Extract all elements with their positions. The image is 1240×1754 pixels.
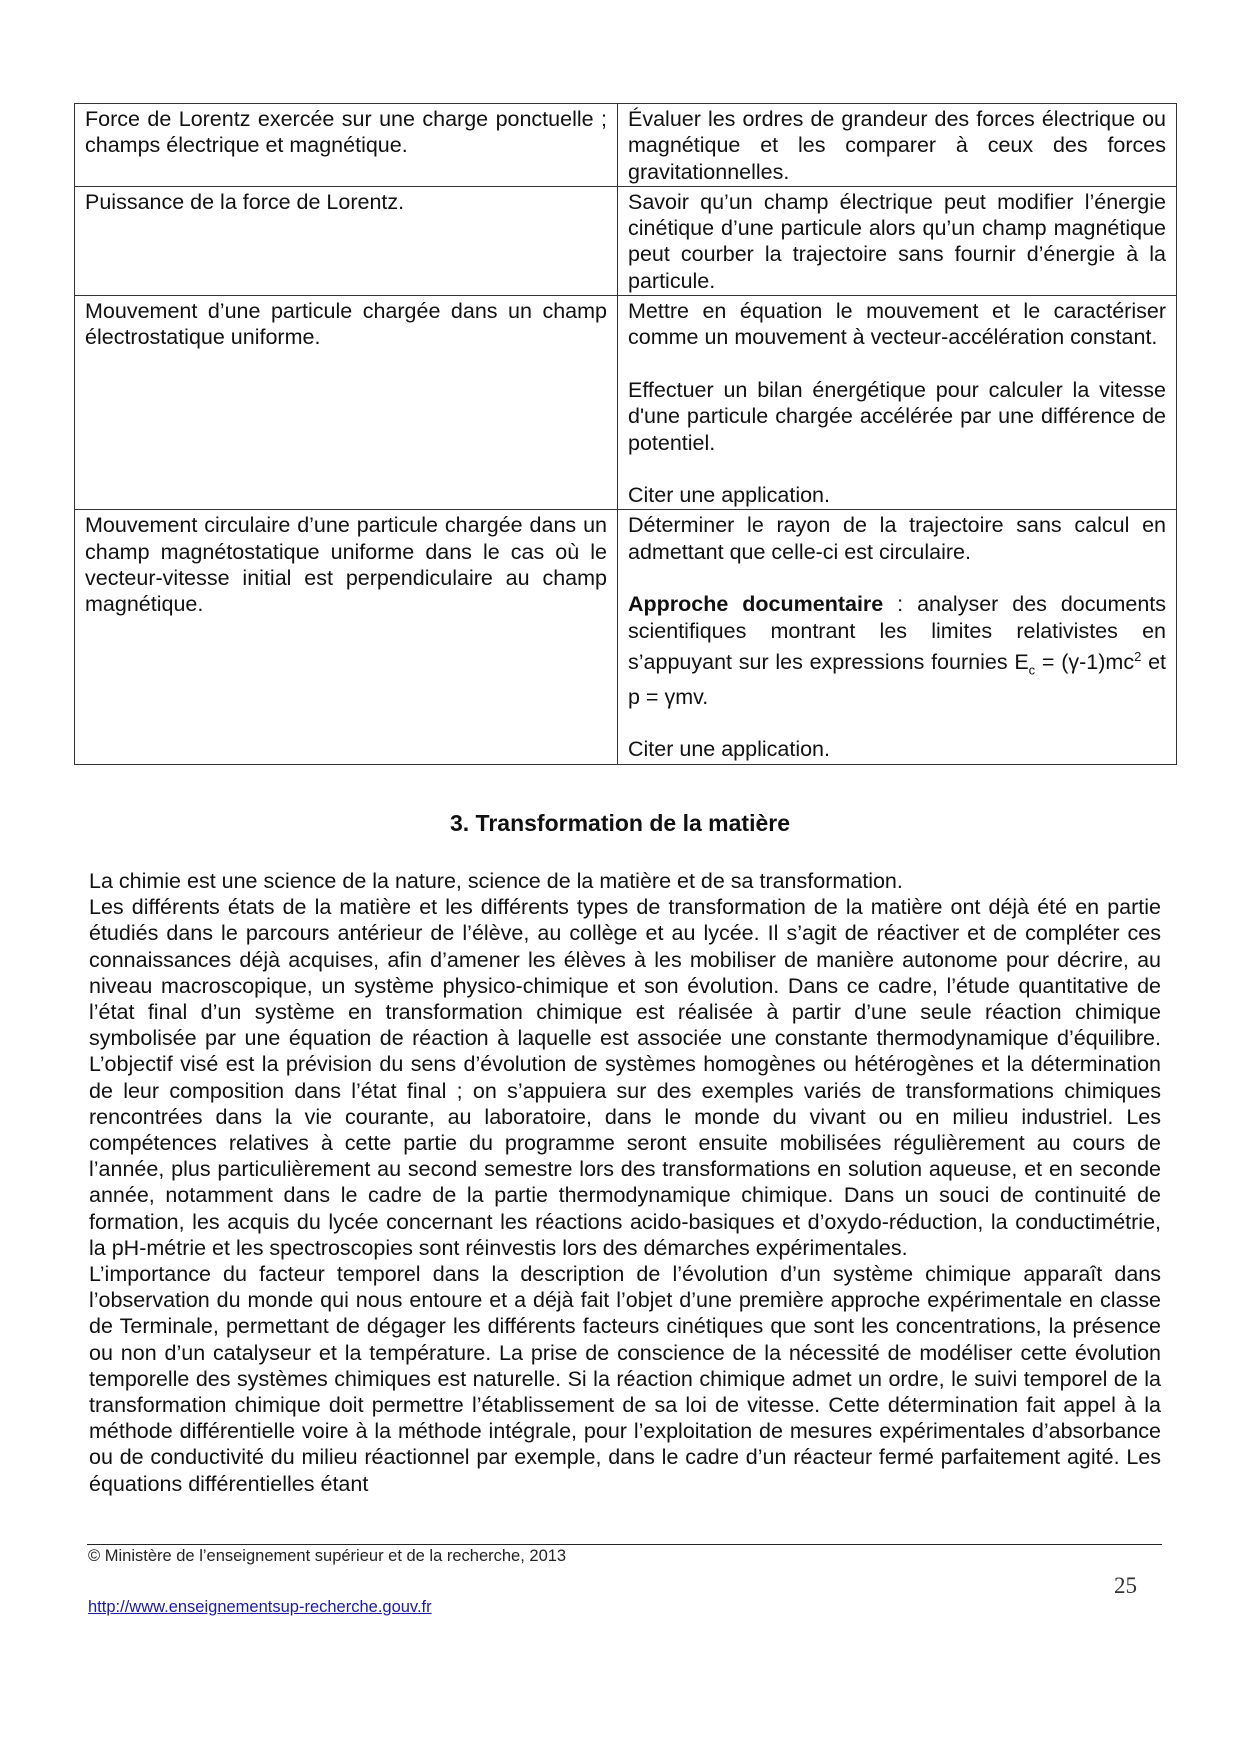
approche-label: Approche documentaire (628, 592, 884, 617)
footer-divider (87, 1544, 1162, 1545)
section-title: 3. Transformation de la matière (449, 810, 790, 836)
approche-body: : analyser des documents scientifiques montrant les limites relativistes en s’appuyant sur les expressions fournies E (628, 592, 1167, 675)
page-number: 25 (1114, 1573, 1137, 1598)
capacite-text: Mettre en équation le mouvement et le caractériser comme un mouvement à vecteur-accélération constant. (628, 299, 1166, 350)
notions-cell (75, 186, 618, 295)
capacite-text: Déterminer le rayon de la trajectoire sans calcul en admettant que celle-ci est circulaire. (628, 513, 1166, 564)
formula-middle: = (γ-1)mc (1035, 650, 1135, 675)
notion-text: Puissance de la force de Lorentz. (85, 189, 405, 214)
paragraph: L’importance du facteur temporel dans la description de l’évolution d’un système chimique apparaît dans l’observation du monde qui nous entoure et a déjà fait l’objet d’une première approche expérimentale en classe de Terminale, permettant de dégager les différents facteurs cinétiques que sont les concentrations, la présence ou non d’un catalyseur et la température. La prise de conscience de la nécessité de modéliser cette évolution temporelle des systèmes chimiques est naturelle. Si la réaction chimique admet un ordre, le suivi temporel de la transformation chimique doit permettre l’établissement de sa loi de vitesse. Cette détermination fait appel à la méthode différentielle voire à la méthode intégrale, pour l’exploitation de mesures expérimentales d’absorbance ou de conductivité du milieu réactionnel par exemple, dans le cadre d’un réacteur fermé parfaitement agité. Les équations différentielles étant (89, 1262, 1161, 1496)
paragraph: Les différents états de la matière et les différents types de transformation de la matière ont déjà été en partie étudiés dans le parcours antérieur de l’élève, au collège et au lycée. Il s’agit de réactiver et de compléter ces connaissances déjà acquises, afin d’amener les élèves à les mobiliser de manière autonome pour décrire, au niveau macroscopique, un système physico-chimique et son évolution. Dans ce cadre, l’étude quantitative de l’état final d’un système en transformation chimique est réalisée à partir d’une seule réaction chimique symbolisée par une équation de réaction à laquelle est associée une constante thermodynamique d’équilibre. L’objectif visé est la prévision du sens d’évolution de systèmes homogènes ou hétérogènes et la détermination de leur composition dans l’état final ; on s’appuiera sur des exemples variés de transformations chimiques rencontrées dans la vie courante, au laboratoire, dans le monde du vivant ou en milieu industriel. Les compétences relatives à cette partie du programme seront ensuite mobilisées régulièrement au cours de l’année, plus particulièrement au second semestre lors des transformations en solution aqueuse, et en seconde année, notamment dans le cadre de la partie thermodynamique chimique. Dans un souci de continuité de formation, les acquis du lycée concernant les réactions acido-basiques et d’oxydo-réduction, la conductimétrie, la pH-métrie et les spectroscopies sont réinvestis lors des démarches expérimentales. (89, 895, 1161, 1260)
notions-cell (75, 296, 618, 510)
capacite-text: Effectuer un bilan énergétique pour calculer la vitesse d'une particule chargée accélérée par une différence de potentiel. (628, 377, 1166, 455)
copyright-notice: © Ministère de l’enseignement supérieur et de la recherche, 2013 (88, 1547, 567, 1565)
formula-subscript: c (1028, 662, 1036, 678)
capacite-text: Citer une application. (628, 737, 830, 762)
table-row (75, 186, 1177, 295)
paragraph: La chimie est une science de la nature, science de la matière et de sa transformation. (89, 869, 903, 893)
capacites-cell (618, 510, 1177, 764)
capacites-cell (618, 104, 1177, 187)
program-table (74, 103, 1177, 765)
notion-text: Mouvement circulaire d’une particule chargée dans un champ magnétostatique uniforme dans le cas où le vecteur-vitesse initial est perpendiculaire au champ magnétique. (85, 513, 607, 617)
capacite-text: Évaluer les ordres de grandeur des forces électrique ou magnétique et les comparer à ceux des forces gravitationnelles. (628, 107, 1166, 184)
notions-cell (75, 510, 618, 764)
formula-end: et p = γmv. (628, 650, 1167, 709)
capacite-text: Citer une application. (628, 483, 830, 508)
formula-superscript: 2 (1134, 648, 1142, 664)
table-row (75, 296, 1177, 510)
capacite-text: Savoir qu’un champ électrique peut modifier l’énergie cinétique d’une particule alors qu’un champ magnétique peut courber la trajectoire sans fournir d’énergie à la particule. (628, 189, 1166, 293)
notion-text: Mouvement d’une particule chargée dans un champ électrostatique uniforme. (85, 299, 607, 350)
table-row (75, 510, 1177, 764)
section-body (89, 868, 1161, 1497)
capacites-cell (618, 296, 1177, 510)
approche-documentaire-text (628, 591, 1166, 710)
capacites-cell (618, 186, 1177, 295)
table-row (75, 104, 1177, 187)
footer-link[interactable]: http://www.enseignementsup-recherche.gouv.fr (88, 1598, 432, 1616)
notion-text: Force de Lorentz exercée sur une charge ponctuelle ; champs électrique et magnétique. (85, 107, 607, 158)
notions-cell (75, 104, 618, 187)
